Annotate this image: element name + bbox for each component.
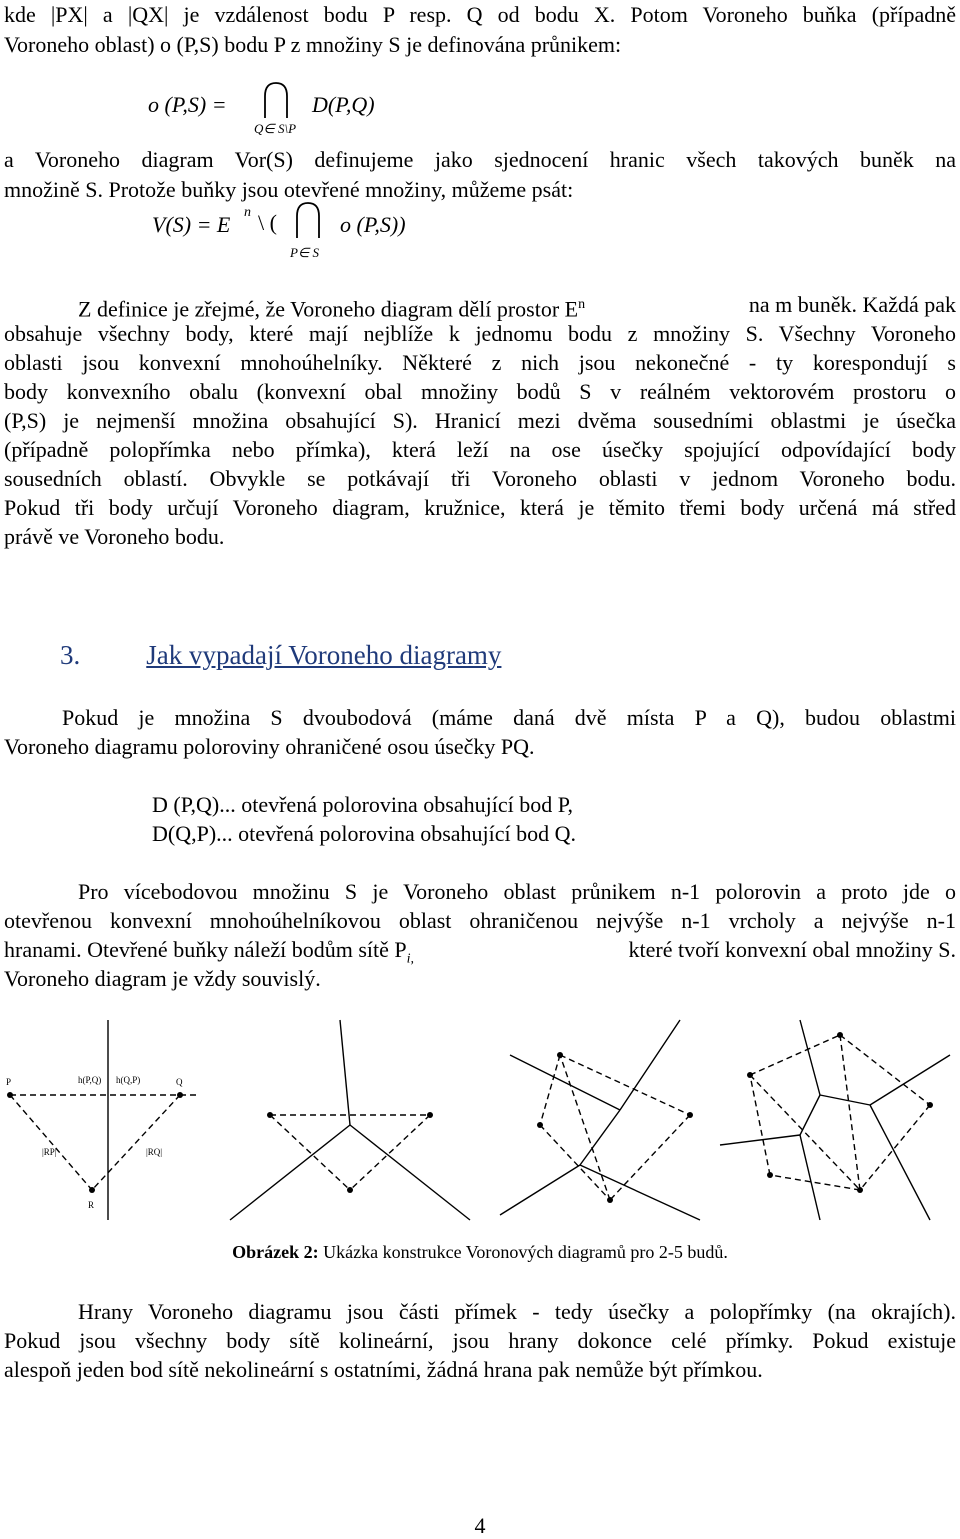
- paragraph-line: Pro vícebodovou množinu S je Voroneho oblast průnikem n-1 polorovin a proto jde o: [78, 879, 956, 904]
- paragraph-line: oblasti jsou konvexní mnohoúhelníky. Některé z nich jsou nekonečné - ty korespondují s: [4, 350, 956, 375]
- paragraph-line: Pokud je množina S dvoubodová (máme daná dvě místa P a Q), budou oblastmi: [62, 705, 956, 730]
- paragraph-line: Voroneho diagram je vždy souvislý.: [4, 966, 321, 991]
- formula-subscript: Q∈ S\P: [254, 121, 297, 136]
- paragraph-line: Pokud jsou všechny body sítě kolineární, jsou hrany dokonce celé přímky. Pokud existuje: [4, 1328, 956, 1353]
- formula-subscript: P∈ S: [290, 245, 320, 260]
- formula-mid: \ (: [258, 210, 277, 235]
- definition-line: D(Q,P)... otevřená polorovina obsahující bod Q.: [152, 821, 577, 846]
- paragraph-line: alespoň jeden bod sítě nekolineární s ostatními, žádná hrana pak nemůže být přímkou.: [4, 1357, 763, 1382]
- figure-caption: Obrázek 2: Ukázka konstrukce Voronových diagramů pro 2-5 budů.: [232, 1242, 728, 1262]
- section-title: Jak vypadají Voroneho diagramy: [146, 640, 502, 670]
- paragraph-line: obsahuje všechny body, které mají nejblíže k jednomu bodu z množiny S. Všechny Voroneho: [4, 321, 956, 346]
- formula-lhs: V(S) = E: [152, 212, 231, 237]
- paragraph-line: právě ve Voroneho bodu.: [4, 524, 225, 549]
- paragraph-line: hranami. Otevřené buňky náleží bodům sítě $P_{i,}$ které tvoří konvexní obal množiny S.: [4, 937, 956, 967]
- text-line: kde |PX| a |QX| je vzdálenost bodu P resp. Q od bodu X. Potom Voroneho buňka (případně: [4, 2, 956, 27]
- formula-lhs: o (P,S) =: [148, 92, 227, 117]
- paragraph-line: Hrany Voroneho diagramu jsou části přímek - tedy úsečky a polopřímky (na okrajích).: [78, 1299, 956, 1324]
- formula-rhs: D(P,Q): [312, 92, 375, 117]
- formula-superscript: n: [244, 205, 251, 220]
- formula-rhs: o (P,S)): [340, 212, 406, 237]
- point-label-p: P: [6, 1077, 12, 1087]
- distance-label: |RP|: [42, 1147, 57, 1157]
- page-number: 4: [474, 1513, 486, 1538]
- definition-line: D (P,Q)... otevřená polorovina obsahující bod P,: [152, 792, 573, 817]
- text-line: Voroneho oblast) o (P,S) bodu P z množiny S je definována průnikem:: [4, 32, 622, 57]
- paragraph-line: otevřenou konvexní mnohoúhelníkovou oblast ohraničenou nejvýše n-1 vrcholy a nejvýše n-1: [4, 908, 956, 933]
- section-heading: [60, 640, 501, 671]
- text-line: a Voroneho diagram Vor(S) definujeme jako sjednocení hranic všech takových buněk na: [4, 147, 956, 172]
- halfplane-label: h(Q,P): [116, 1075, 141, 1085]
- voronoi-figure: [0, 1015, 960, 1225]
- paragraph-line: (případně polopřímka nebo přímka), která leží na ose úsečky spojující odpovídající body: [4, 437, 956, 462]
- text-line: množině S. Protože buňky jsou otevřené množiny, můžeme psát:: [4, 177, 574, 202]
- distance-label: |RQ|: [146, 1147, 163, 1157]
- point-label-q: Q: [176, 1077, 183, 1087]
- paragraph-line: Z definice je zřejmé, že Voroneho diagram dělí prostor $E^n$ na m buněk. Každá pak: [78, 292, 956, 322]
- paragraph-line: (P,S) je nejmenší množina obsahující S). Hranicí mezi dvěma sousedními oblastmi je úsečka: [4, 408, 956, 433]
- paragraph-line: sousedních oblastí. Obvykle se potkávají tři Voroneho oblasti v jednom Voroneho bodu.: [4, 466, 956, 491]
- paragraph-line: Pokud tři body určují Voroneho diagram, kružnice, která je těmito třemi body určená má střed: [4, 495, 956, 520]
- paragraph-line: Voroneho diagramu poloroviny ohraničené osou úsečky PQ.: [4, 734, 535, 759]
- intersection-symbol: [294, 200, 322, 240]
- point-label-r: R: [88, 1200, 95, 1210]
- section-number: 3.: [60, 640, 81, 670]
- intersection-symbol: [262, 80, 290, 120]
- paragraph-line: body konvexního obalu (konvexní obal množiny bodů S v reálném vektorovém prostoru o: [4, 379, 956, 404]
- halfplane-label: h(P,Q): [78, 1075, 102, 1085]
